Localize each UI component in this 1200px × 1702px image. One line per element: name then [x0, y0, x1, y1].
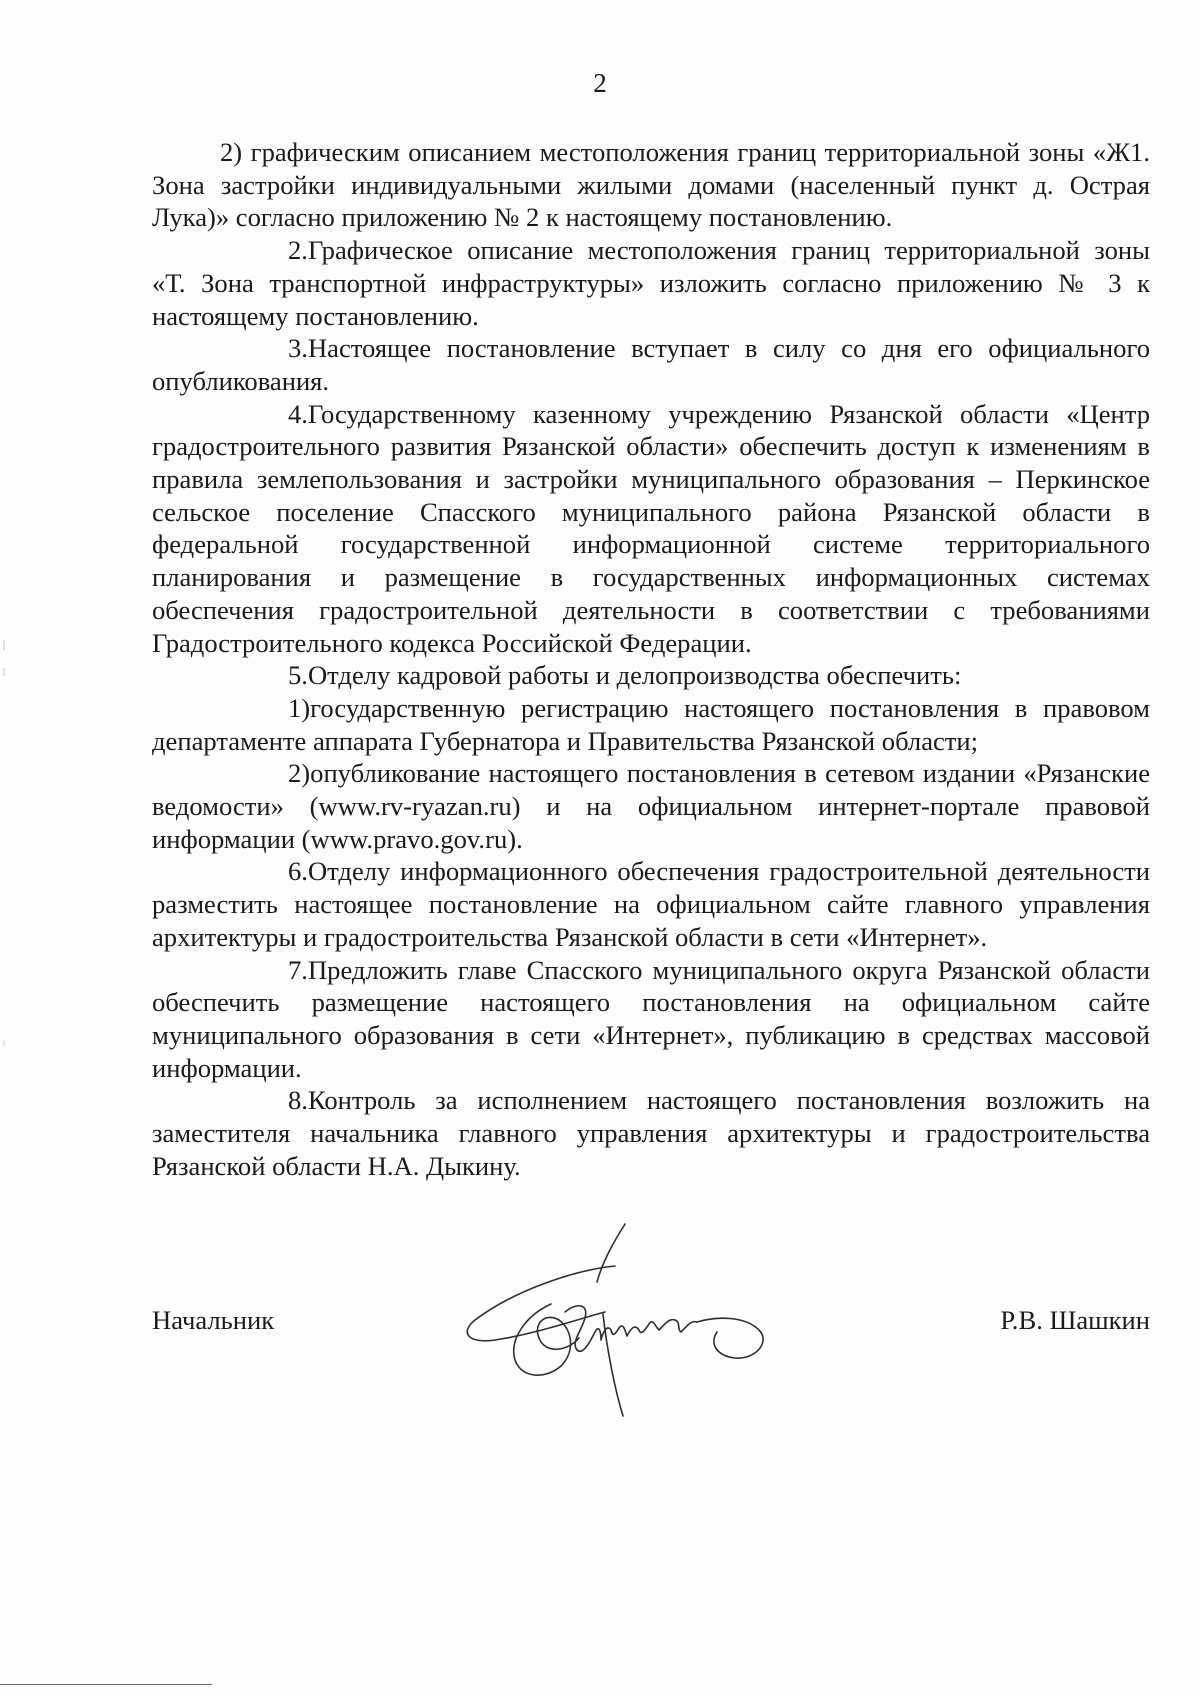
- paragraph-number: 5.: [288, 660, 308, 691]
- paragraph-text: Предложить главе Спасского муниципального округа Рязанской области обеспечить размещение настоящего постановления на официальном сайте муниципального образования в сети «Интернет», публикацию в средствах массовой информации.: [152, 954, 1150, 1083]
- paragraph-item-4: [152, 398, 1150, 660]
- paragraph-text: государственную регистрацию настоящего постановления в правовом департаменте аппарата Губернатора и Правительства Рязанской области;: [152, 692, 1150, 756]
- paragraph-item-3: [152, 332, 1150, 397]
- scan-bottom-edge: [0, 1684, 212, 1685]
- paragraph-number: 8.: [288, 1085, 308, 1116]
- signatory-title: Начальник: [152, 1305, 275, 1335]
- paragraph-item-6: [152, 855, 1150, 953]
- paragraph-text: 2) графическим описанием местоположения границ территориальной зоны «Ж1. Зона застройки индивидуальными жилыми домами (населенный пункт д. Острая Лука)» согласно приложению № 2 к настоящему постановлению.: [152, 137, 1150, 233]
- paragraph-number: 6.: [288, 856, 308, 887]
- paragraph-text: Настоящее постановление вступает в силу со дня его официального опубликования.: [152, 333, 1150, 396]
- paragraph-item-5-2: [152, 757, 1150, 855]
- paragraph-number: 7.: [288, 954, 308, 985]
- paragraph-item-8: [152, 1084, 1150, 1182]
- signatory-name: Р.В. Шашкин: [1000, 1305, 1150, 1335]
- paragraph-text: Отделу кадровой работы и делопроизводства обеспечить:: [307, 660, 962, 691]
- paragraph-text: Графическое описание местоположения границ территориальной зоны «Т. Зона транспортной инфраструктуры» изложить согласно приложению № 3 к настоящему постановлению.: [152, 235, 1150, 331]
- paragraph-text: опубликование настоящего постановления в сетевом издании «Рязанские ведомости» (www.rv-ryazan.ru) и на официальном интернет-портале правовой информации (www.pravo.gov.ru).: [152, 758, 1150, 854]
- page-number: 2: [593, 68, 607, 98]
- paragraph-item-7: [152, 954, 1150, 1085]
- signature-block: [152, 1304, 1150, 1344]
- paragraph-text: Государственному казенному учреждению Рязанской области «Центр градостроительного развития Рязанской области» обеспечить доступ к изменениям в правила землепользования и застройки муниципального образования – Перкинское сельское поселение Спасского муниципального района Рязанской области в федеральной государственной информационной системе территориального планирования и размещение в государственных информационных системах обеспечения градостроительной деятельности в соответствии с требованиями Градостроительного кодекса Российской Федерации.: [152, 398, 1150, 658]
- paragraph-number: 3.: [288, 333, 308, 364]
- paragraph-text: Контроль за исполнением настоящего постановления возложить на заместителя начальника главного управления архитектуры и градостроительства Рязанской области Н.А. Дыкину.: [152, 1085, 1150, 1181]
- paragraph-text: Отделу информационного обеспечения градостроительной деятельности разместить настоящее постановление на официальном сайте главного управления архитектуры и градостроительства Рязанской области в сети «Интернет».: [152, 856, 1150, 952]
- paragraph-number: 1): [288, 692, 311, 723]
- paragraph-subitem-2: [152, 136, 1150, 234]
- paragraph-number: 2.: [288, 235, 308, 266]
- paragraph-item-5: [152, 659, 1150, 692]
- scan-edge-marks: [0, 0, 10, 1697]
- paragraph-number: 4.: [288, 398, 308, 429]
- document-body: [152, 136, 1150, 1183]
- paragraph-item-5-1: [152, 692, 1150, 757]
- paragraph-number: 2): [288, 758, 311, 789]
- paragraph-item-2: [152, 234, 1150, 332]
